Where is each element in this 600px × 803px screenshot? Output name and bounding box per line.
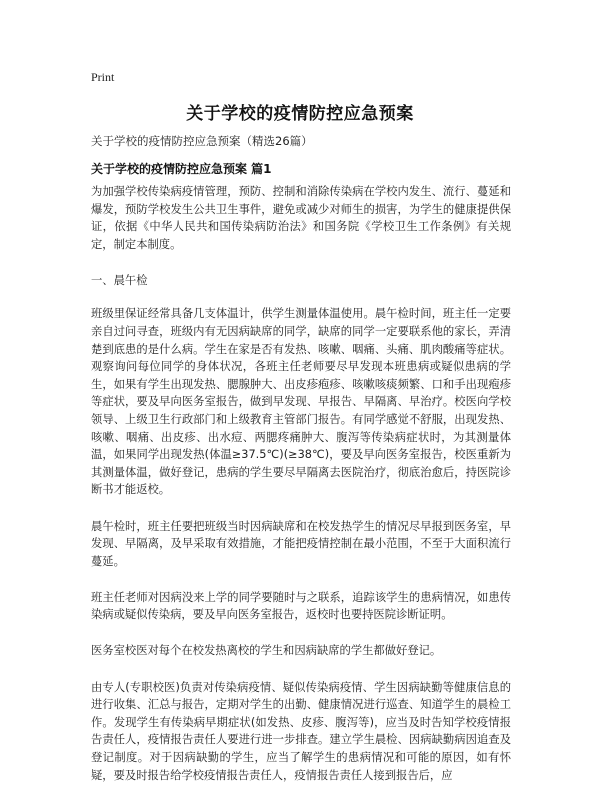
paragraph: 医务室校医对每个在校发热离校的学生和因病缺席的学生都做好登记。 [91, 644, 442, 658]
paragraph: 班主任老师对因病没来上学的同学要随时与之联系，追踪该学生的患病情况，如患传染病或疑似传染病，要及早向医务室报告，返校时也要持医院诊断证明。 [91, 590, 511, 622]
paragraph-intro: 为加强学校传染病疫情管理，预防、控制和消除传染病在学校内发生、流行、蔓延和爆发，预防学校发生公共卫生事件，避免或减少对师生的损害，为学生的健康提供保证，依据《中华人民共和国传染病防治法》和国务院《学校卫生工作条例》有关规定，制定本制度。 [91, 185, 511, 251]
paragraph: 由专人(专职校医)负责对传染病疫情、疑似传染病疫情、学生因病缺勤等健康信息的进行收集、汇总与报告，定期对学生的出勤、健康情况进行巡查、知道学生的晨检工作。发现学生有传染病早期症状(如发热、皮疹、腹泻等)，应当及时告知学校疫情报告责任人，疫情报告责任人要进行进一步排查。建立学生晨检、因病缺勤病因追查及登记制度。对于因病缺勤的学生，应当了解学生的患病情况和可能的原因，如有怀疑，要及时报告给学校疫情报告责任人，疫情报告责任人接到报告后，应 [91, 680, 511, 782]
page-title: 关于学校的疫情防控应急预案 [186, 104, 414, 124]
paragraph: 晨午检时，班主任要把班级当时因病缺席和在校发热学生的情况尽早报到医务室，早发现、早隔离，及早采取有效措施，才能把疫情控制在最小范围，不至于大面积流行蔓延。 [91, 519, 511, 568]
document-subtitle: 关于学校的疫情防控应急预案（精选26篇） [91, 134, 313, 148]
document-body [91, 183, 511, 803]
paragraph: 班级里保证经常具备几支体温计，供学生测量体温使用。晨午检时间，班主任一定要亲自过问寻查，班级内有无因病缺席的同学，缺席的同学一定要联系他的家长，弄清楚到底患的是什么病。学生在家是否有发热、咳嗽、咽痛、头痛、肌肉酸痛等症状。观察询问每位同学的身体状况，各班主任老师要尽早发现本班患病或疑似患病的学生，如果有学生出现发热、腮腺肿大、出皮疹疱疹、咳嗽咳痰频繁、口和手出现疱疹等症状，要及早向医务室报告，做到早发现、早报告、早隔离、早治疗。校医向学校领导、上级卫生行政部门和上级教育主管部门报告。有同学感觉不舒服，出现发热、咳嗽、咽痛、出皮疹、出水痘、两腮疼痛肿大、腹泻等传染病症状时，为其测量体温，如果同学出现发热(体温≥37.5℃)(≥38℃)，要及早向医务室报告，校医重新为其测量体温，做好登记，患病的学生要尽早隔离去医院治疗，彻底治愈后，持医院诊断书才能返校。 [91, 307, 511, 497]
section-title: 关于学校的疫情防控应急预案 篇1 [91, 162, 272, 176]
paragraph-heading: 一、晨午检 [91, 273, 148, 287]
print-label: Print [91, 70, 115, 84]
